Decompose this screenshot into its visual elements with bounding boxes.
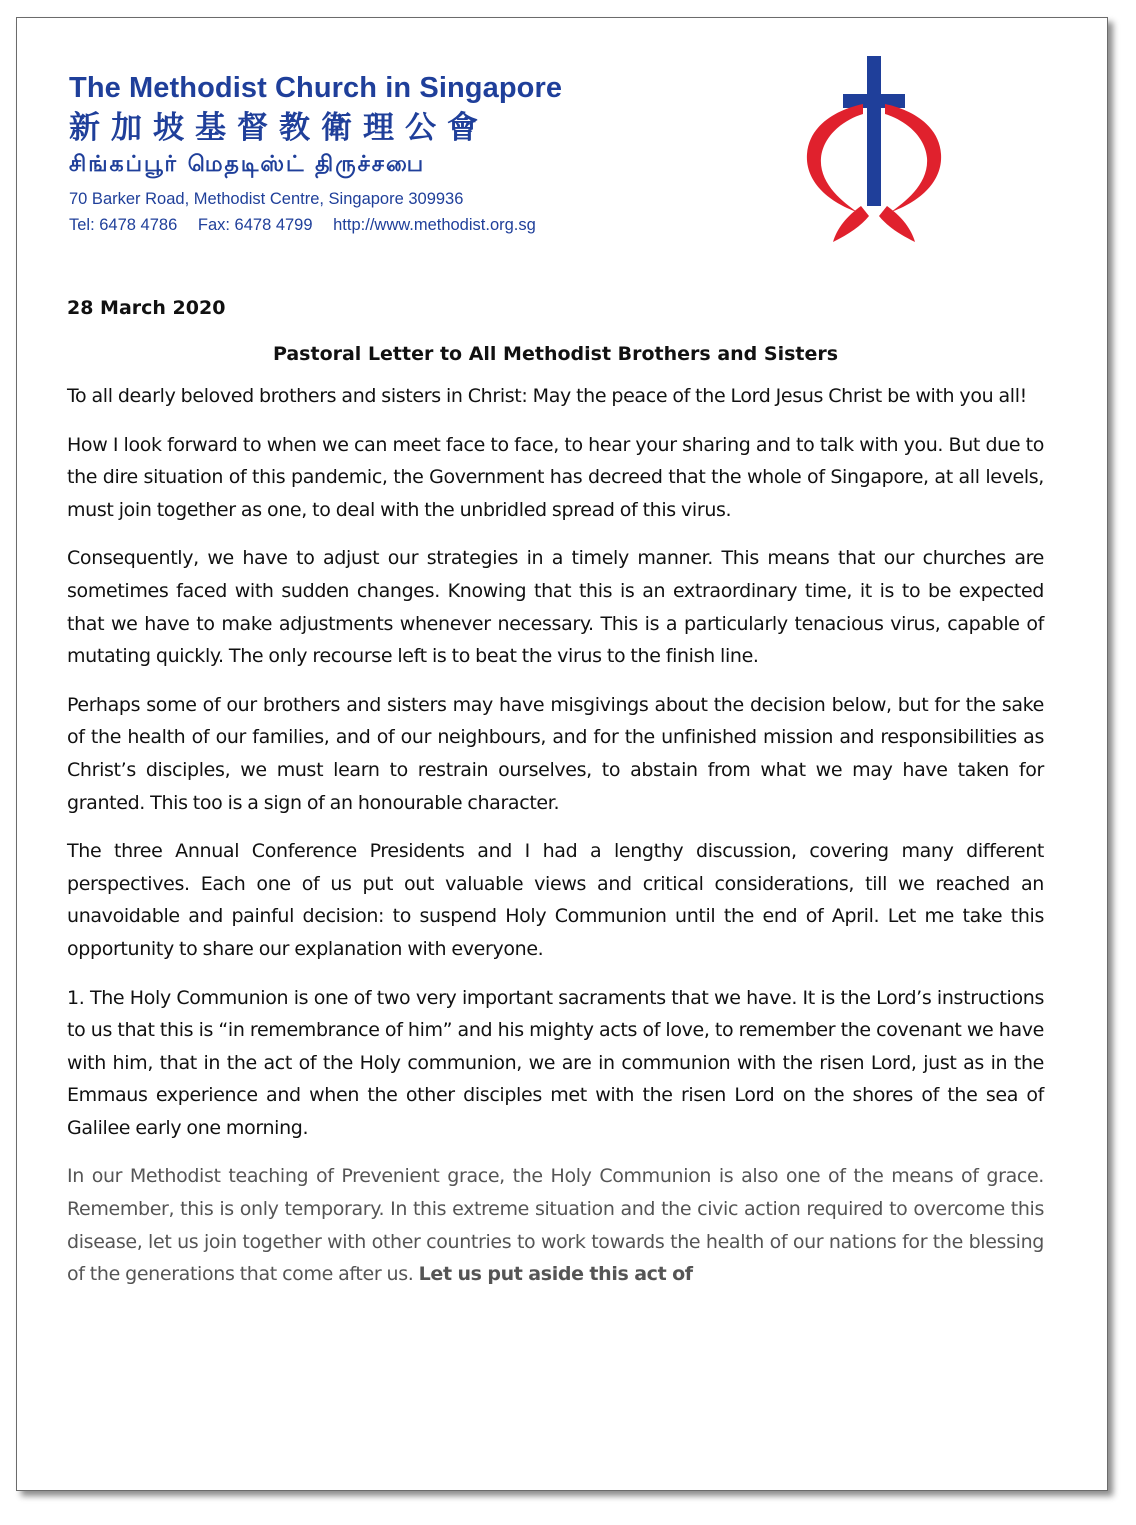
letter-paragraph-prevenient-grace <box>67 1160 1044 1290</box>
church-fax: Fax: 6478 4799 <box>197 216 313 234</box>
letterhead <box>69 70 709 238</box>
paragraph-text: In our Methodist teaching of Prevenient grace, the Holy Communion is also one of the means of grace. Remember, this is only temporary. In this extreme situation and the civic action required to overcome this disease, let us join together with other countries to work towards the health of our nations for the blessing of the generations that come after us. <box>67 1165 1044 1286</box>
letter-body <box>67 296 1044 1307</box>
letter-date: 28 March 2020 <box>67 297 226 319</box>
letter-title: Pastoral Letter to All Methodist Brothers and Sisters <box>272 343 839 365</box>
letter-paragraph: To all dearly beloved brothers and sisters in Christ: May the peace of the Lord Jesus Christ be with you all! <box>67 385 1027 407</box>
church-name-tamil: சிங்கப்பூர் மெதடிஸ்ட் திருச்சபை <box>69 152 426 177</box>
church-name-chinese: 新加坡基督教衛理公會 <box>69 110 489 146</box>
cross-heart-logo-icon <box>805 56 945 248</box>
letter-page <box>16 17 1108 1491</box>
letter-paragraph: How I look forward to when we can meet face to face, to hear your sharing and to talk with you. But due to the dire situation of this pandemic, the Government has decreed that the whole of Singapore, at all levels, must join together as one, to deal with the unbridled spread of this virus. <box>67 433 1044 521</box>
church-website-link[interactable]: http://www.methodist.org.sg <box>333 216 536 234</box>
church-address: 70 Barker Road, Methodist Centre, Singapore 309936 <box>69 190 464 208</box>
church-name-english: The Methodist Church in Singapore <box>69 72 563 104</box>
letter-paragraph: Consequently, we have to adjust our strategies in a timely manner. This means that our churches are sometimes faced with sudden changes. Knowing that this is an extraordinary time, it is to be expected that we have to make adjustments whenever necessary. This is a particularly tenacious virus, capable of mutating quickly. The only recourse left is to beat the virus to the finish line. <box>67 547 1044 668</box>
letter-paragraph: The three Annual Conference Presidents and I had a lengthy discussion, covering many different perspectives. Each one of us put out valuable views and critical considerations, till we reached an unavoidable and painful decision: to suspend Holy Communion until the end of April. Let me take this opportunity to share our explanation with everyone. <box>67 840 1044 960</box>
church-contact <box>69 212 709 238</box>
letter-paragraph: Perhaps some of our brothers and sisters may have misgivings about the decision below, but for the sake of the health of our families, and of our neighbours, and for the unfinished mission and responsibilities as Christ’s disciples, we must learn to restrain ourselves, to abstain from what we may have taken for granted. This too is a sign of an honourable character. <box>67 693 1044 814</box>
paragraph-bold-text: Let us put aside this act of <box>418 1263 693 1286</box>
letter-paragraph-point-1: 1. The Holy Communion is one of two very important sacraments that we have. It is the Lord’s instructions to us that this is “in remembrance of him” and his mighty acts of love, to remember the covenant we have with him, that in the act of the Holy communion, we are in communion with the risen Lord, just as in the Emmaus experience and when the other disciples met with the risen Lord on the shores of the sea of Galilee early one morning. <box>67 986 1044 1139</box>
church-telephone: Tel: 6478 4786 <box>69 216 178 234</box>
